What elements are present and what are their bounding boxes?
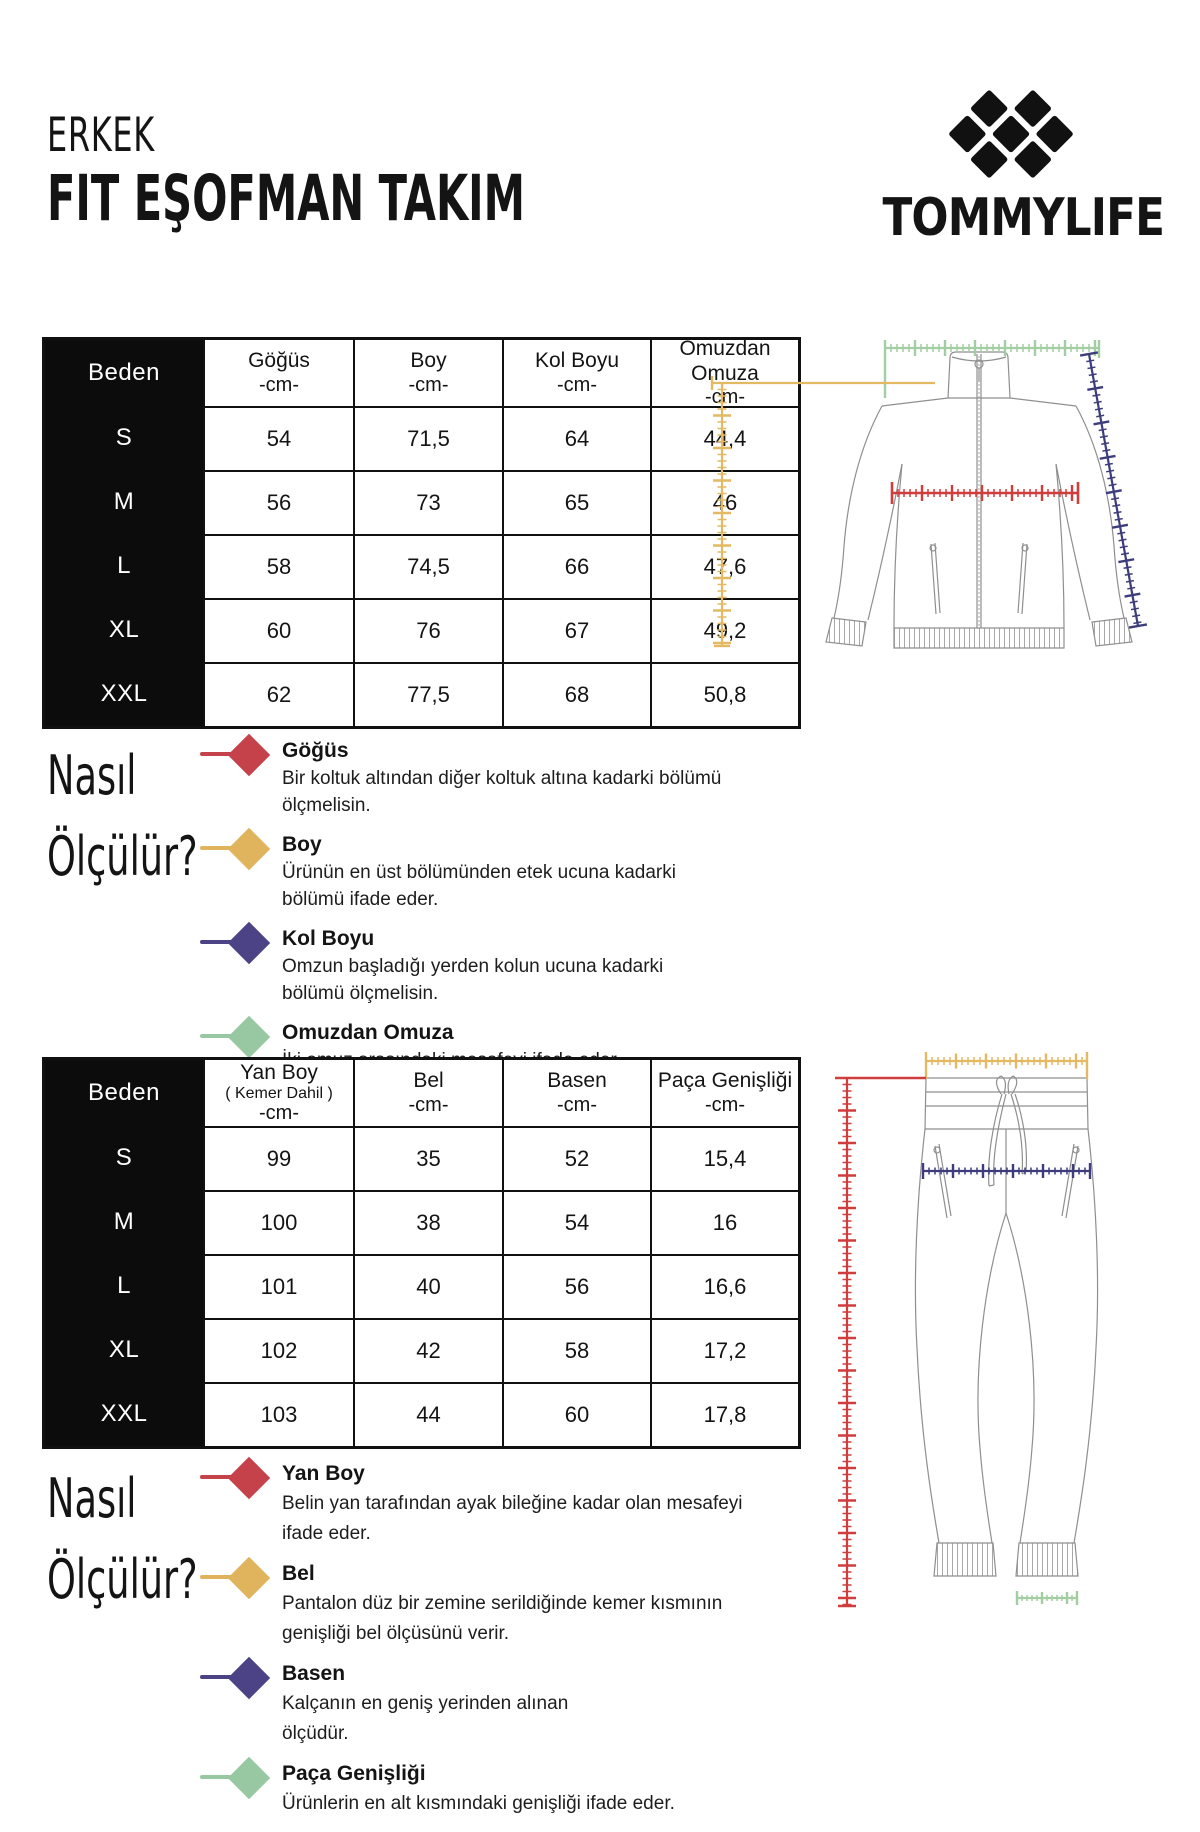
diamond-icon (228, 1657, 270, 1699)
pants-table-header-paca-genisligi: Paça Genişliği -cm- (650, 1060, 798, 1126)
pants-value-cell: 17,2 (650, 1318, 798, 1382)
size-table-pants (42, 1057, 801, 1449)
pants-value-cell: 17,8 (650, 1382, 798, 1446)
legend-description: Kalçanın en geniş yerinden alınan ölçüdür. (282, 1693, 569, 1745)
legend-description: Belin yan tarafından ayak bileğine kadar olan mesafeyi ifade eder. (282, 1493, 743, 1545)
pants-value-cell: 38 (353, 1190, 502, 1254)
legend-item (200, 833, 760, 914)
legend-item (200, 739, 760, 820)
hem-width-ruler (1017, 1591, 1077, 1605)
legend-title: Yan Boy (282, 1462, 365, 1485)
pants-table-header-basen: Basen -cm- (502, 1060, 650, 1126)
jacket-table-header-omuzdan-omuza: Omuzdan Omuza -cm- (650, 340, 798, 406)
jacket-value-cell: 77,5 (353, 662, 502, 726)
pants-size-cell: L (45, 1254, 203, 1318)
pants-table-header-bel: Bel -cm- (353, 1060, 502, 1126)
jacket-table-header-kol-boyu: Kol Boyu -cm- (502, 340, 650, 406)
legend-description: Omzun başladığı yerden kolun ucuna kadarki bölümü ölçmelisin. (282, 955, 664, 1004)
measure-heading-line2: Ölçülür? (47, 1548, 198, 1611)
legend-item (200, 1462, 760, 1549)
jacket-size-cell: L (45, 534, 203, 598)
legend-item (200, 1762, 760, 1819)
pants-value-cell: 101 (203, 1254, 353, 1318)
waist-ruler (926, 1052, 1087, 1079)
pants-value-cell: 44 (353, 1382, 502, 1446)
jacket-diagram (702, 326, 1142, 661)
legend-description: Ürünlerin en alt kısmındaki genişliği ifade eder. (282, 1793, 675, 1815)
pants-value-cell: 15,4 (650, 1126, 798, 1190)
measure-marker-icon (200, 1756, 272, 1800)
jacket-value-cell: 68 (502, 662, 650, 726)
pants-size-cell: XXL (45, 1382, 203, 1446)
pants-value-cell: 35 (353, 1126, 502, 1190)
jacket-value-cell: 64 (502, 406, 650, 470)
jacket-size-cell: XL (45, 598, 203, 662)
diamond-icon (228, 922, 270, 964)
jacket-size-cell: XXL (45, 662, 203, 726)
jacket-value-cell: 58 (203, 534, 353, 598)
legend-title: Göğüs (282, 739, 349, 762)
legend-description: Bir koltuk altından diğer koltuk altına kadarki bölümü ölçmelisin. (282, 768, 722, 816)
legend-title: Omuzdan Omuza (282, 1020, 454, 1044)
brand-name: TOMMYLIFE (882, 188, 1165, 248)
diamond-icon (228, 734, 270, 776)
pants-value-cell: 16,6 (650, 1254, 798, 1318)
measure-legend-pants (200, 1462, 760, 1832)
jacket-table-header-beden: Beden (45, 340, 203, 406)
jacket-value-cell: 49,2 (650, 598, 798, 662)
jacket-outline (826, 352, 1132, 648)
pants-value-cell: 40 (353, 1254, 502, 1318)
shoulder-ruler (885, 340, 1099, 398)
legend-title: Kol Boyu (282, 926, 375, 950)
pants-value-cell: 56 (502, 1254, 650, 1318)
sleeve-ruler (1080, 352, 1147, 627)
measure-heading-line1: Nasıl (47, 744, 137, 807)
pants-value-cell: 103 (203, 1382, 353, 1446)
measure-marker-icon (200, 1015, 272, 1059)
measure-marker-icon (200, 1456, 272, 1500)
pants-size-cell: S (45, 1126, 203, 1190)
pants-size-cell: M (45, 1190, 203, 1254)
jacket-size-cell: S (45, 406, 203, 470)
jacket-value-cell: 76 (353, 598, 502, 662)
page-title-line2: FIT EŞOFMAN TAKIM (47, 161, 526, 235)
pants-table-header-yan-boy: Yan Boy ( Kemer Dahil ) -cm- (203, 1060, 353, 1126)
pants-table-header-beden: Beden (45, 1060, 203, 1126)
measure-legend-jacket (200, 739, 760, 1088)
diamond-icon (228, 1557, 270, 1599)
jacket-value-cell: 74,5 (353, 534, 502, 598)
jacket-value-cell: 73 (353, 470, 502, 534)
jacket-value-cell: 65 (502, 470, 650, 534)
legend-title: Bel (282, 1562, 315, 1586)
page-title (47, 108, 771, 235)
pants-value-cell: 52 (502, 1126, 650, 1190)
measure-marker-icon (200, 1656, 272, 1700)
diamond-icon (228, 1457, 270, 1499)
diamond-icon (228, 1757, 270, 1799)
jacket-size-cell: M (45, 470, 203, 534)
jacket-value-cell: 47,6 (650, 534, 798, 598)
legend-title: Paça Genişliği (282, 1762, 426, 1786)
measure-marker-icon (200, 1556, 272, 1600)
jacket-value-cell: 54 (203, 406, 353, 470)
legend-item (200, 1562, 760, 1649)
legend-description: Pantalon düz bir zemine serildiğinde kemer kısmının genişliği bel ölçüsünü verir. (282, 1593, 723, 1645)
jacket-value-cell: 62 (203, 662, 353, 726)
measure-heading-line1: Nasıl (47, 1467, 137, 1530)
diamond-icon (228, 828, 270, 870)
legend-title: Basen (282, 1662, 346, 1686)
jacket-table-header-boy: Boy -cm- (353, 340, 502, 406)
pants-value-cell: 100 (203, 1190, 353, 1254)
pants-value-cell: 16 (650, 1190, 798, 1254)
chest-ruler (892, 482, 1078, 504)
jacket-value-cell: 71,5 (353, 406, 502, 470)
jacket-value-cell: 46 (650, 470, 798, 534)
pants-size-cell: XL (45, 1318, 203, 1382)
jacket-value-cell: 67 (502, 598, 650, 662)
pants-value-cell: 102 (203, 1318, 353, 1382)
legend-title: Boy (282, 832, 322, 856)
size-table-jacket (42, 337, 801, 729)
measure-marker-icon (200, 733, 272, 777)
jacket-value-cell: 66 (502, 534, 650, 598)
pants-value-cell: 99 (203, 1126, 353, 1190)
pants-value-cell: 58 (502, 1318, 650, 1382)
legend-item (200, 1662, 760, 1749)
measure-marker-icon (200, 921, 272, 965)
jacket-table-header-gogus: Göğüs -cm- (203, 340, 353, 406)
length-ruler (712, 376, 935, 646)
pants-value-cell: 42 (353, 1318, 502, 1382)
jacket-value-cell: 60 (203, 598, 353, 662)
pants-value-cell: 60 (502, 1382, 650, 1446)
pants-value-cell: 54 (502, 1190, 650, 1254)
pants-diagram (825, 1018, 1195, 1618)
measure-marker-icon (200, 827, 272, 871)
jacket-value-cell: 44,4 (650, 406, 798, 470)
measure-heading-line2: Ölçülür? (47, 825, 198, 888)
brand-diamonds-icon (931, 86, 1091, 182)
diamond-icon (228, 1016, 270, 1058)
jacket-value-cell: 50,8 (650, 662, 798, 726)
side-length-ruler (835, 1078, 926, 1606)
page-title-line1: ERKEK (47, 108, 155, 163)
pants-outline (915, 1076, 1097, 1576)
jacket-value-cell: 56 (203, 470, 353, 534)
legend-item (200, 927, 760, 1008)
brand-logo (858, 86, 1164, 248)
legend-description: Ürünün en üst bölümünden etek ucuna kadarki bölümü ifade eder. (282, 861, 676, 910)
